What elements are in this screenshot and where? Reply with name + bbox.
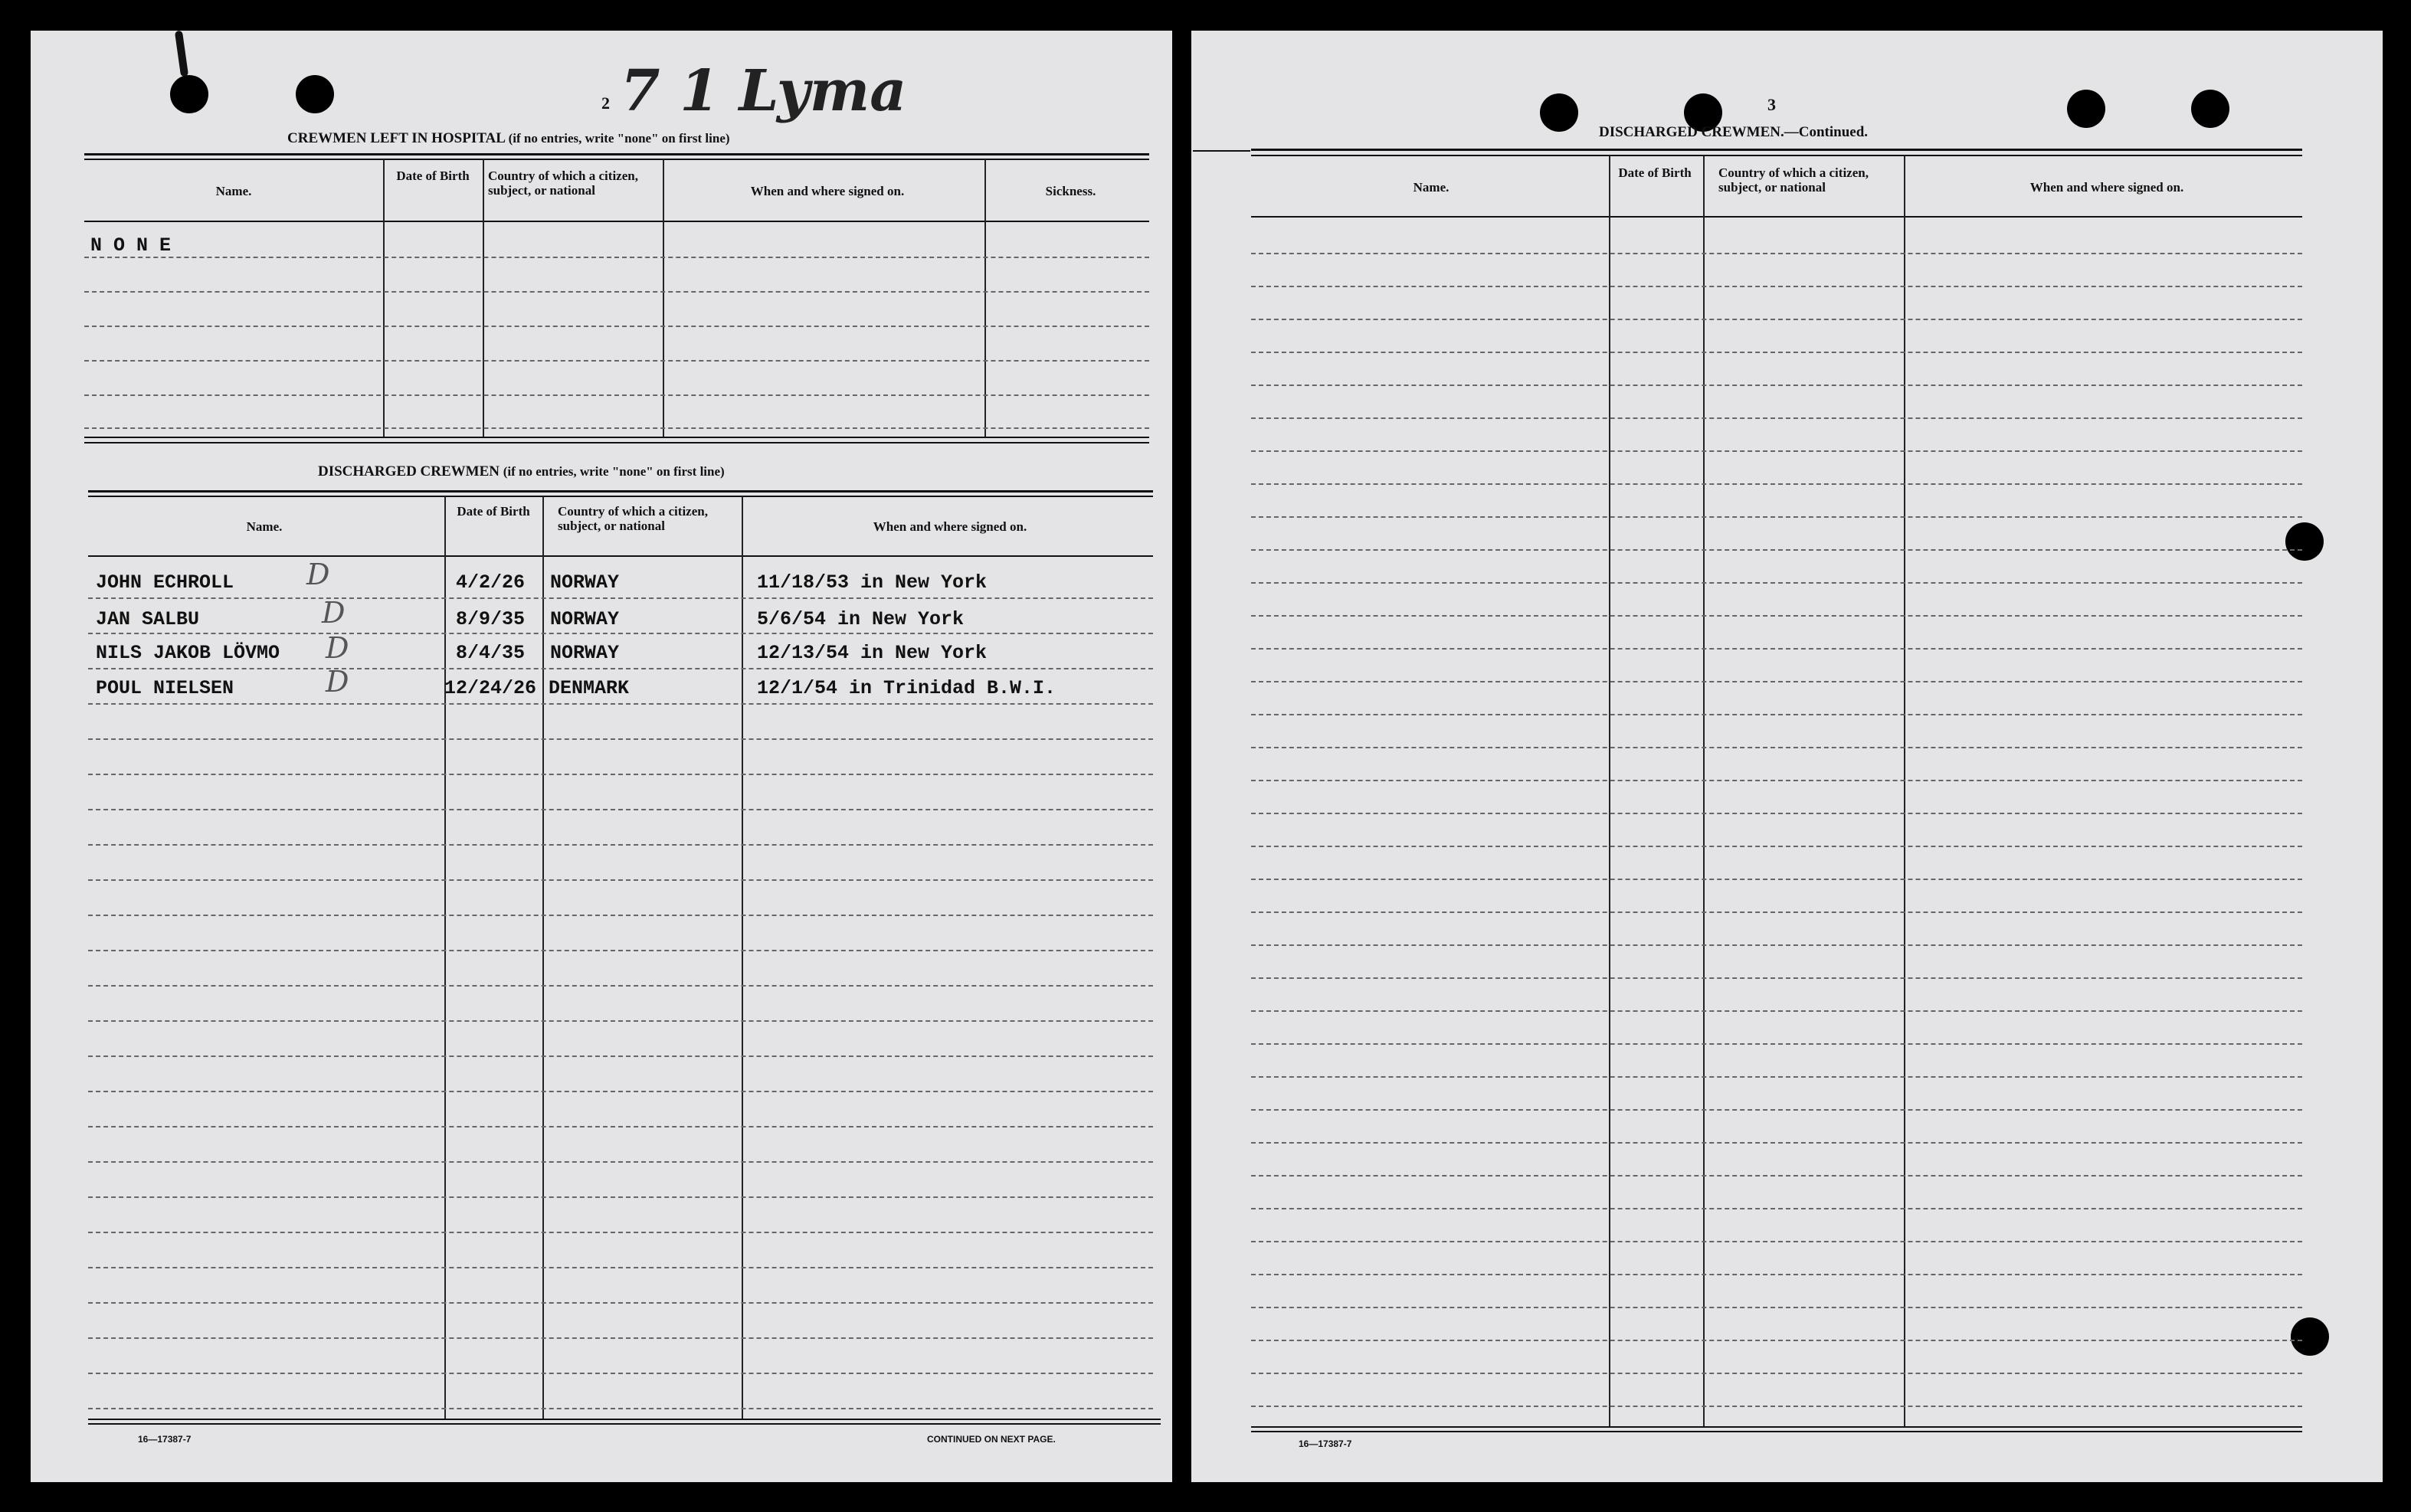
- crewman-dob: 8/9/35: [456, 608, 526, 630]
- handwritten-initials: D: [322, 596, 346, 630]
- right-form-page: [1191, 31, 2383, 1482]
- punch-hole: [170, 75, 208, 113]
- hospital-entry-none: N O N E: [90, 234, 172, 257]
- crewman-name: JAN SALBU: [96, 608, 200, 630]
- handwritten-initials: D: [326, 665, 349, 699]
- right-header-dob: Date of Birth: [1618, 165, 1692, 180]
- crewman-country: NORWAY: [550, 608, 620, 630]
- page-number: 2: [601, 93, 610, 113]
- hospital-section-title: CREWMEN LEFT IN HOSPITAL (if no entries, write "none" on first line): [287, 130, 730, 146]
- crewman-dob: 8/4/35: [456, 642, 526, 664]
- crewman-country: NORWAY: [550, 642, 620, 664]
- crewman-signed: 5/6/54 in New York: [757, 608, 965, 630]
- crewman-signed: 11/18/53 in New York: [757, 571, 988, 594]
- ink-mark: [175, 31, 188, 77]
- form-number: 16—17387-7: [1299, 1438, 1352, 1449]
- crewman-name: NILS JAKOB LÖVMO: [96, 642, 280, 664]
- right-section-title: DISCHARGED CREWMEN.—Continued.: [1599, 124, 1869, 140]
- crewman-country: NORWAY: [550, 571, 620, 594]
- handwritten-initials: D: [306, 558, 330, 591]
- punch-hole: [2191, 90, 2229, 128]
- hospital-header-sickness: Sickness.: [1045, 184, 1096, 198]
- discharged-header-dob: Date of Birth: [457, 504, 530, 519]
- hospital-header-name: Name.: [215, 184, 252, 198]
- punch-hole: [1540, 93, 1578, 132]
- crewman-signed: 12/13/54 in New York: [757, 642, 988, 664]
- punch-hole: [296, 75, 334, 113]
- discharged-header-name: Name.: [246, 519, 283, 534]
- crewman-country: DENMARK: [549, 677, 630, 699]
- discharged-section-title: DISCHARGED CREWMEN (if no entries, write "none" on first line): [318, 463, 725, 479]
- punch-hole: [2067, 90, 2105, 128]
- right-header-signed: When and where signed on.: [2029, 180, 2184, 195]
- form-number: 16—17387-7: [138, 1434, 192, 1445]
- punch-hole: [2291, 1317, 2329, 1356]
- page-number: 3: [1767, 95, 1776, 114]
- handwritten-initials: D: [326, 631, 349, 665]
- crewman-dob: 4/2/26: [456, 571, 526, 594]
- crewman-name: POUL NIELSEN: [96, 677, 234, 699]
- right-header-name: Name.: [1413, 180, 1450, 195]
- crewman-signed: 12/1/54 in Trinidad B.W.I.: [757, 677, 1056, 699]
- punch-hole: [2285, 522, 2324, 561]
- discharged-header-country: Country of which a citizen, subject, or national: [558, 504, 708, 533]
- crewman-dob: 12/24/26: [444, 677, 537, 699]
- discharged-header-signed: When and where signed on.: [873, 519, 1027, 534]
- handwritten-note: 7 1 Lyma: [621, 58, 907, 124]
- hospital-header-dob: Date of Birth: [396, 169, 470, 183]
- right-header-country: Country of which a citizen, subject, or national: [1718, 165, 1869, 195]
- hospital-header-signed: When and where signed on.: [750, 184, 905, 198]
- hospital-header-country: Country of which a citizen, subject, or national: [488, 169, 638, 198]
- continued-note: CONTINUED ON NEXT PAGE.: [927, 1434, 1056, 1445]
- left-form-page: [31, 31, 1172, 1482]
- crewman-name: JOHN ECHROLL: [96, 571, 234, 594]
